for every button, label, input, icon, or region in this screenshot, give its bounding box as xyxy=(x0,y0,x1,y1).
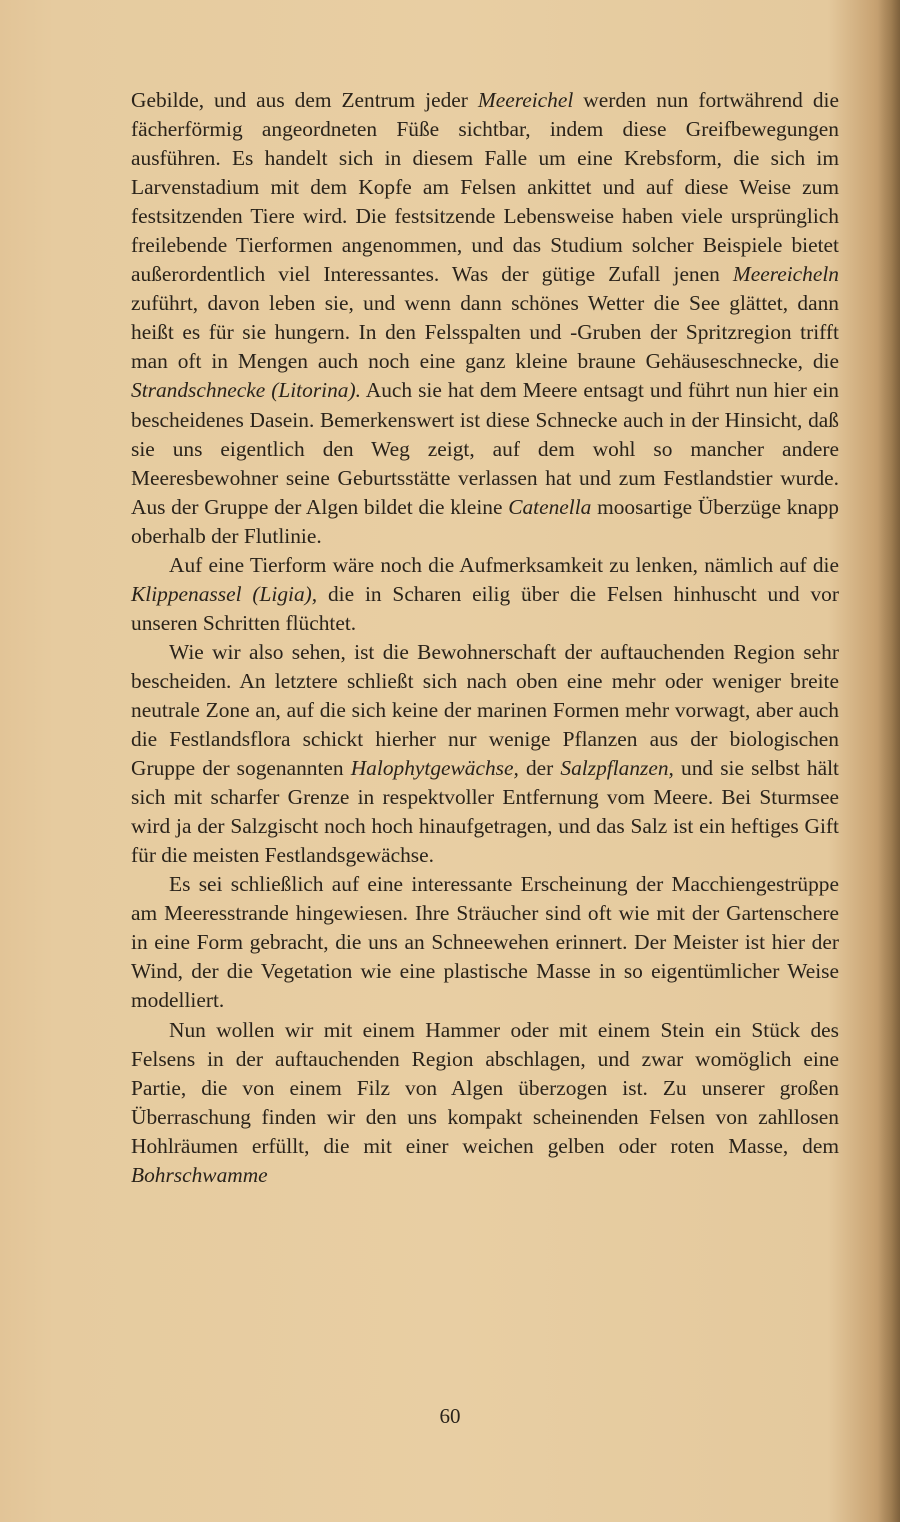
italic-term: Meereichel xyxy=(477,88,574,112)
text-run: die in Scharen eilig über die Felsen hinhuscht und vor unseren Schritten flüchtet. xyxy=(131,581,839,635)
body-text xyxy=(131,86,839,1190)
paragraph xyxy=(131,86,839,551)
italic-term: Klippenassel (Ligia), xyxy=(131,581,318,606)
italic-term: Salzpflanzen, xyxy=(560,756,674,781)
text-run: werden nun fortwährend die fächerförmig angeordneten Füße sichtbar, indem diese Greifbewegungen ausführen. Es handelt sich in diesem Falle um eine Krebsform, die sich im Larvenstadium mit dem Kopfe am Felsen ankittet und auf diese Weise zum festsitzenden Tiere wird. Die festsitzende Lebensweise haben viele ursprünglich freilebende Tierformen angenommen, und das Studium solcher Beispiele bietet außerordentlich viel Interessantes. Was der gütige Zufall jenen xyxy=(131,88,839,287)
italic-term: Strandschnecke (Litorina). xyxy=(131,378,361,403)
text-run: Es sei schließlich auf eine interessante Erscheinung der Macchiengestrüppe am Meeresstrande hingewiesen. Ihre Sträucher sind oft wie mit der Gartenschere in eine Form gebracht, die uns an Schneewehen erinnert. Der Meister ist hier der Wind, der die Vegetation wie eine plastische Masse in so eigentümlicher Weise modelliert. xyxy=(131,872,839,1013)
italic-term: Halophytgewächse, xyxy=(350,756,519,781)
text-run: Auch sie hat dem Meere entsagt und führt nun hier ein bescheidenes Dasein. Bemerkenswert ist diese Schnecke auch in der Hinsicht, daß sie uns eigentlich den Weg zeigt, auf dem wohl so mancher andere Meeresbewohner seine Geburtsstätte verlassen hat und zum Festlandstier wurde. Aus der Gruppe der Algen bildet die kleine xyxy=(131,378,839,519)
text-run: Wie wir also sehen, ist die Bewohnerschaft der auftauchenden Region sehr bescheiden. An letztere schließt sich nach oben eine mehr oder weniger breite neutrale Zone an, auf die sich keine der marinen Formen mehr vorwagt, aber auch die Festlandsflora schickt hierher nur wenige Pflanzen aus der biologischen Gruppe der sogenannten xyxy=(131,639,839,781)
text-run: der xyxy=(518,756,561,781)
text-run: Gebilde, und aus dem Zentrum jeder xyxy=(131,88,478,112)
paragraph xyxy=(131,551,839,638)
paragraph xyxy=(131,870,839,1015)
italic-term: Meereicheln xyxy=(732,262,839,287)
page-edge-shadow xyxy=(878,0,900,1522)
paragraph xyxy=(131,638,839,870)
text-run: moosartige Überzüge knapp oberhalb der Flutlinie. xyxy=(131,494,839,548)
text-run: zuführt, davon leben sie, und wenn dann schönes Wetter die See glättet, dann heißt es für sie hungern. In den Felsspalten und -Gruben der Spritzregion trifft man oft in Mengen auch noch eine ganz kleine braune Gehäuseschnecke, die xyxy=(131,291,839,374)
text-run: Auf eine Tierform wäre noch die Aufmerksamkeit zu lenken, nämlich auf die xyxy=(169,552,839,577)
italic-term: Bohrschwamme xyxy=(131,1162,268,1187)
page-number: 60 xyxy=(439,1404,461,1428)
text-run: und sie selbst hält sich mit scharfer Grenze in respektvoller Entfernung vom Meere. Bei Sturmsee wird ja der Salzgischt noch hoch hinaufgetragen, und das Salz ist ein heftiges Gift für die meisten Festlandsgewächse. xyxy=(131,756,839,868)
italic-term: Catenella xyxy=(508,494,592,519)
paragraph xyxy=(131,1016,839,1190)
text-run: Nun wollen wir mit einem Hammer oder mit einem Stein ein Stück des Felsens in der auftauchenden Region abschlagen, und zwar womöglich eine Partie, die von einem Filz von Algen überzogen ist. Zu unserer großen Überraschung finden wir den uns kompakt scheinenden Felsen von zahllosen Hohlräumen erfüllt, die mit einer weichen gelben oder roten Masse, dem xyxy=(131,1017,839,1158)
